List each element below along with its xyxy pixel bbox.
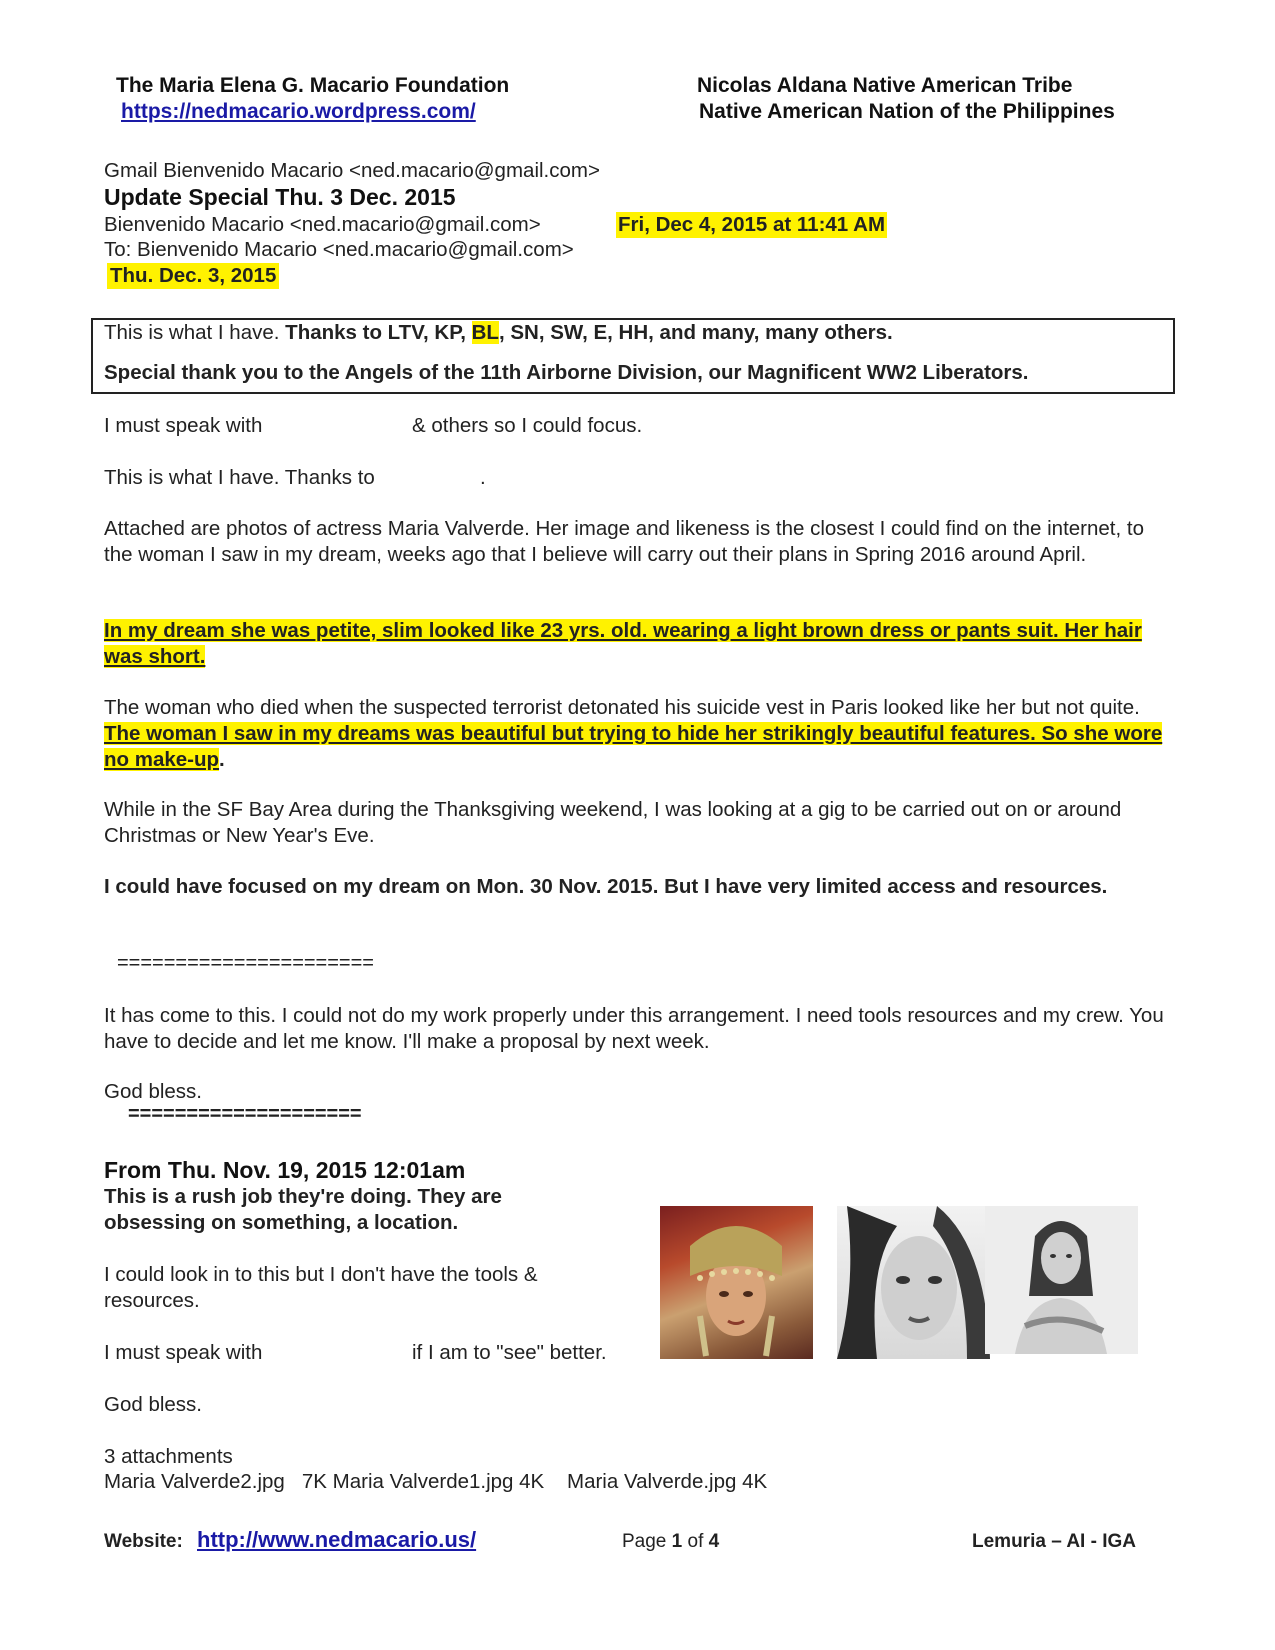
thanks-bold-b: , SN, SW, E, HH, and many, many others. (498, 321, 893, 344)
gmail-line: Gmail Bienvenido Macario <ned.macario@gmail.com> (104, 159, 600, 182)
footer-page-number (622, 1531, 719, 1553)
earlier-heading: From Thu. Nov. 19, 2015 12:01am (104, 1157, 466, 1183)
footer-right-label: Lemuria – AI - IGA (972, 1531, 1136, 1552)
page-current: 1 (671, 1531, 683, 1552)
attachments-list[interactable]: Maria Valverde2.jpg 7K Maria Valverde1.jpg 4K Maria Valverde.jpg 4K (104, 1470, 768, 1493)
tribe-title: Nicolas Aldana Native American Tribe (697, 74, 1073, 97)
footer-website-label: Website: (104, 1531, 183, 1552)
thanks-to-b: . (480, 466, 486, 489)
photo-maria-valverde (985, 1206, 1138, 1354)
photo-maria-valverde-1 (837, 1206, 990, 1359)
email-to: To: Bienvenido Macario <ned.macario@gmail.com> (104, 238, 574, 261)
page-prefix: Page (622, 1531, 672, 1552)
email-from: Bienvenido Macario <ned.macario@gmail.com> (104, 213, 541, 236)
nation-subtitle: Native American Nation of the Philippines (699, 100, 1115, 123)
page-of: of (682, 1531, 709, 1552)
email-date: Fri, Dec 4, 2015 at 11:41 AM (618, 213, 886, 236)
thanks-bold-a: Thanks to LTV, KP, (285, 321, 472, 344)
attachments-count: 3 attachments (104, 1445, 233, 1468)
focus-paragraph: I could have focused on my dream on Mon. 30 Nov. 2015. But I have very limited access and resources. (104, 875, 1108, 898)
god-bless-2: God bless. (104, 1393, 202, 1416)
see-better-a: I must speak with (104, 1341, 263, 1364)
thanks-line (104, 320, 893, 346)
see-better-b: if I am to "see" better. (412, 1341, 607, 1364)
special-thanks-line: Special thank you to the Angels of the 11th Airborne Division, our Magnificent WW2 Liberators. (104, 361, 1029, 384)
speak-with-a: I must speak with (104, 414, 263, 437)
thanks-to-a: This is what I have. Thanks to (104, 466, 375, 489)
paris-highlight: The woman I saw in my dreams was beautiful but trying to hide her strikingly beautiful features. So she wore no make-up (104, 722, 1163, 771)
rush-job-paragraph: This is a rush job they're doing. They are obsessing on something, a location. (104, 1185, 502, 1234)
portrait-seated-icon (985, 1206, 1138, 1354)
god-bless-1: God bless. (104, 1080, 202, 1103)
portrait-headdress-icon (660, 1206, 813, 1359)
dream-description-highlight: In my dream she was petite, slim looked like 23 yrs. old. wearing a light brown dress or pants suit. Her hair was short. (104, 619, 1142, 668)
paris-end: . (219, 748, 225, 771)
portrait-bw-icon (837, 1206, 990, 1359)
page-total: 4 (708, 1531, 720, 1552)
foundation-url-link[interactable]: https://nedmacario.wordpress.com/ (121, 100, 476, 123)
paris-paragraph (104, 695, 1164, 773)
attached-photos-paragraph: Attached are photos of actress Maria Valverde. Her image and likeness is the closest I could find on the internet, to the woman I saw in my dream, weeks ago that I believe will carry out their plans in Spring 2016 around April. (104, 517, 1144, 566)
arrangement-paragraph: It has come to this. I could not do my work properly under this arrangement. I need tools resources and my crew. You have to decide and let me know. I'll make a proposal by next week. (104, 1004, 1164, 1053)
separator-2: ==================== (128, 1103, 362, 1125)
email-date-short: Thu. Dec. 3, 2015 (107, 263, 279, 289)
email-subject: Update Special Thu. 3 Dec. 2015 (104, 184, 456, 210)
foundation-title: The Maria Elena G. Macario Foundation (116, 74, 510, 97)
tools-paragraph: I could look in to this but I don't have the tools & resources. (104, 1263, 538, 1312)
separator-1: ====================== (117, 952, 374, 974)
footer-website-link[interactable]: http://www.nedmacario.us/ (197, 1527, 477, 1552)
dream-description-paragraph (104, 618, 1164, 670)
photo-maria-valverde-2 (660, 1206, 813, 1359)
sf-bay-paragraph: While in the SF Bay Area during the Thanksgiving weekend, I was looking at a gig to be carried out on or around Christmas or New Year's Eve. (104, 798, 1122, 847)
paris-plain: The woman who died when the suspected terrorist detonated his suicide vest in Paris looked like her but not quite. (104, 696, 1140, 719)
thanks-plain: This is what I have. (104, 321, 286, 344)
speak-with-b: & others so I could focus. (412, 414, 643, 437)
thanks-bl-highlight: BL (471, 321, 499, 344)
